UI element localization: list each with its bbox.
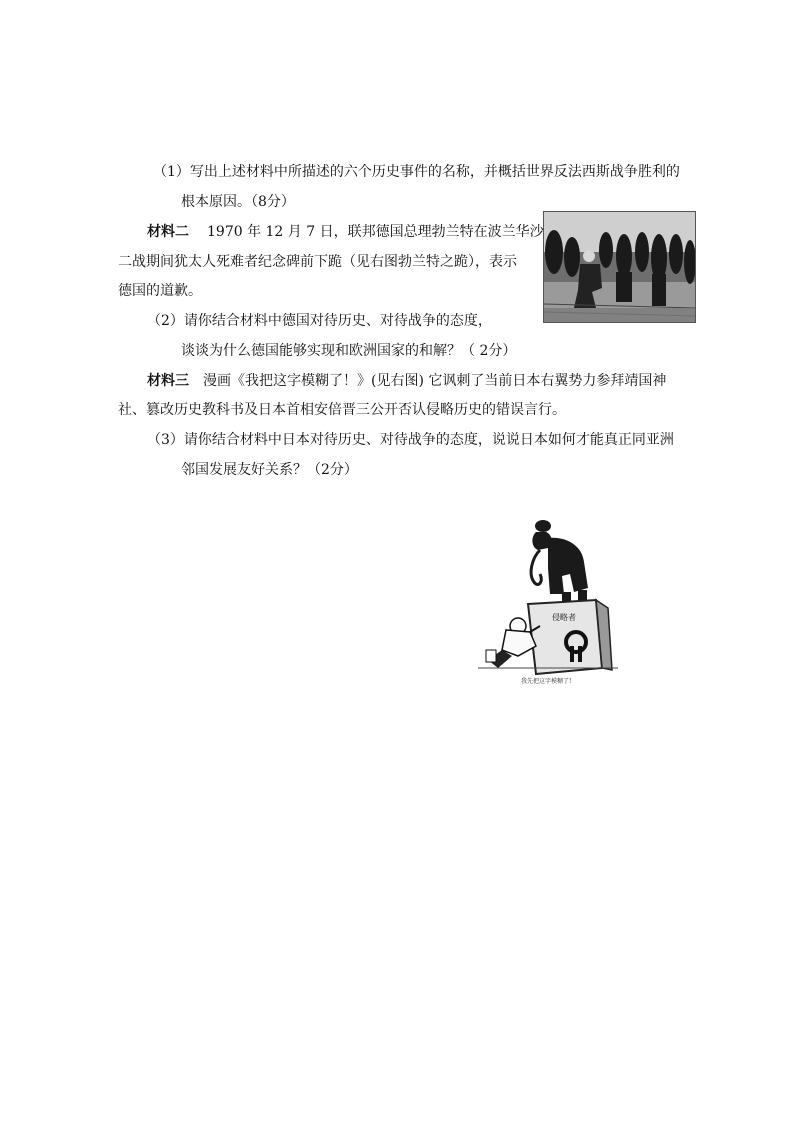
q1-line-2: 根本原因。（8分）: [181, 194, 295, 210]
brandt-kneeling-photo: [543, 211, 696, 323]
q2-line-2: 谈谈为什么德国能够实现和欧洲国家的和解？（ 2分）: [181, 343, 517, 359]
material2-text-1: 1970 年 12 月 7 日，联邦德国总理勃兰特在波兰华沙: [207, 224, 544, 240]
q2-line-1: （2）请你结合材料中德国对待历史、对待战争的态度，: [147, 313, 492, 329]
material2-line-3: 德国的道歉。: [118, 283, 202, 299]
material3-label: 材料三: [147, 373, 189, 389]
monument-text: 侵略者: [552, 613, 576, 622]
cartoon-illustration: [478, 518, 618, 694]
material3-text-1: 漫画《我把这字模糊了！》(见右图) 它讽刺了当前日本右翼势力参拜靖国神: [203, 373, 667, 389]
material2-label: 材料二: [147, 224, 189, 240]
material2-line-2: 二战期间犹太人死难者纪念碑前下跪（见右图勃兰特之跪），表示: [118, 254, 517, 270]
cartoon-caption: 我先把这字模糊了!: [521, 678, 572, 685]
material3-line-1: [147, 371, 666, 391]
q3-line-1: （3）请你结合材料中日本对待历史、对待战争的态度，说说日本如何才能真正同亚洲: [147, 432, 674, 448]
material3-line-2: 社、篡改历史教科书及日本首相安倍晋三公开否认侵略历史的错误言行。: [118, 402, 566, 418]
q1-line-1: （1）写出上述材料中所描述的六个历史事件的名称，并概括世界反法西斯战争胜利的: [153, 164, 680, 180]
material2-line-1: [147, 222, 544, 242]
q3-line-2: 邻国发展友好关系？（2分）: [181, 462, 358, 478]
